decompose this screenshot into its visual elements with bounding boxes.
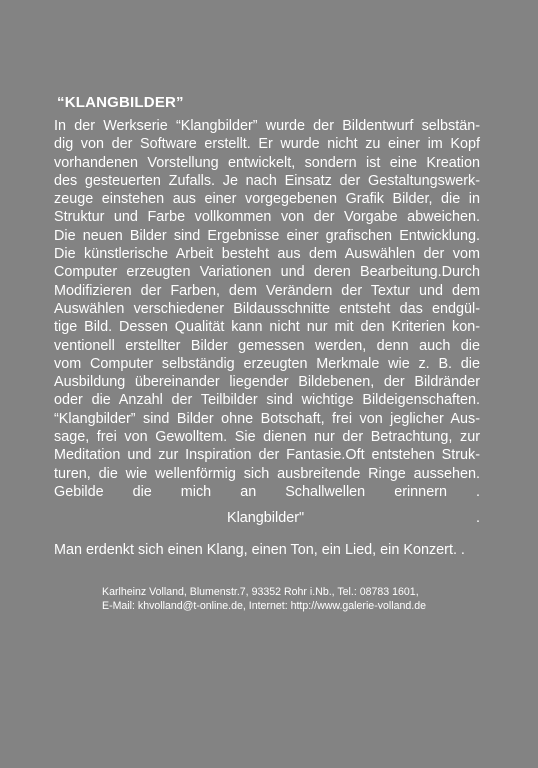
body-line: oder die Anzahl der Teilbilder sind wichtige Bildeigenschaften. <box>54 392 480 409</box>
body-line: Die neuen Bilder sind Ergebnisse einer grafischen Entwicklung. <box>54 227 480 244</box>
body-line: Meditation und zur Inspiration der Fantasie.Oft entstehen Struk- <box>54 447 480 464</box>
subtitle-row <box>54 509 480 527</box>
closing-line: Man erdenkt sich einen Klang, einen Ton, ein Lied, ein Konzert. . <box>54 542 465 558</box>
body-line: Die künstlerische Arbeit besteht aus dem Auswählen der vom <box>54 246 480 263</box>
body-line: Auswählen verschiedener Bildausschnitte entsteht das endgül- <box>54 300 480 317</box>
contact-block <box>102 586 426 613</box>
body-paragraph <box>54 117 480 501</box>
document-title: “KLANGBILDER” <box>57 94 184 111</box>
contact-email-web: E-Mail: khvolland@t-online.de, Internet: http://www.galerie-volland.de <box>102 599 427 612</box>
body-line: Gebilde die mich an Schallwellen erinnern . <box>54 483 480 500</box>
body-line: vorhandenen Vorstellung entwickelt, sondern ist eine Kreation <box>54 154 480 171</box>
subtitle: Klangbilder" <box>227 510 305 526</box>
contact-address: Karlheinz Volland, Blumenstr.7, 93352 Rohr i.Nb., Tel.: 08783 1601, <box>102 586 419 598</box>
body-line: sage, frei von Gewolltem. Sie dienen nur der Betrachtung, zur <box>54 429 480 446</box>
body-line: Modifizieren der Farben, dem Verändern der Textur und dem <box>54 282 480 299</box>
body-line: Struktur und Farbe vollkommen von der Vorgabe abweichen. <box>54 209 480 226</box>
body-line: In der Werkserie “Klangbilder” wurde der Bildentwurf selbstän- <box>54 118 480 134</box>
body-line: Computer erzeugten Variationen und deren Bearbeitung.Durch <box>54 264 480 281</box>
body-line: dig von der Software erstellt. Er wurde nicht zu einer im Kopf <box>54 136 480 153</box>
body-line: des gesteuerten Zufalls. Je nach Einsatz der Gestaltungswerk- <box>54 172 480 189</box>
subtitle-trailing-dot: . <box>476 510 480 526</box>
body-line: vom Computer selbständig erzeugten Merkmale wie z. B. die <box>54 355 480 372</box>
body-line: “Klangbilder” sind Bilder ohne Botschaft, frei von jeglicher Aus- <box>54 410 480 427</box>
body-line: Ausbildung übereinander liegender Bildebenen, der Bildränder <box>54 374 480 391</box>
body-line: zeuge einstehen aus einer vorgegebenen Grafik Bilder, die in <box>54 191 480 208</box>
body-line: turen, die wie wellenförmig sich ausbreitende Ringe aussehen. <box>54 465 480 482</box>
body-line: ventionell erstellter Bilder gemessen werden, denn auch die <box>54 337 480 354</box>
body-line: tige Bild. Dessen Qualität kann nicht nur mit den Kriterien kon- <box>54 319 480 336</box>
